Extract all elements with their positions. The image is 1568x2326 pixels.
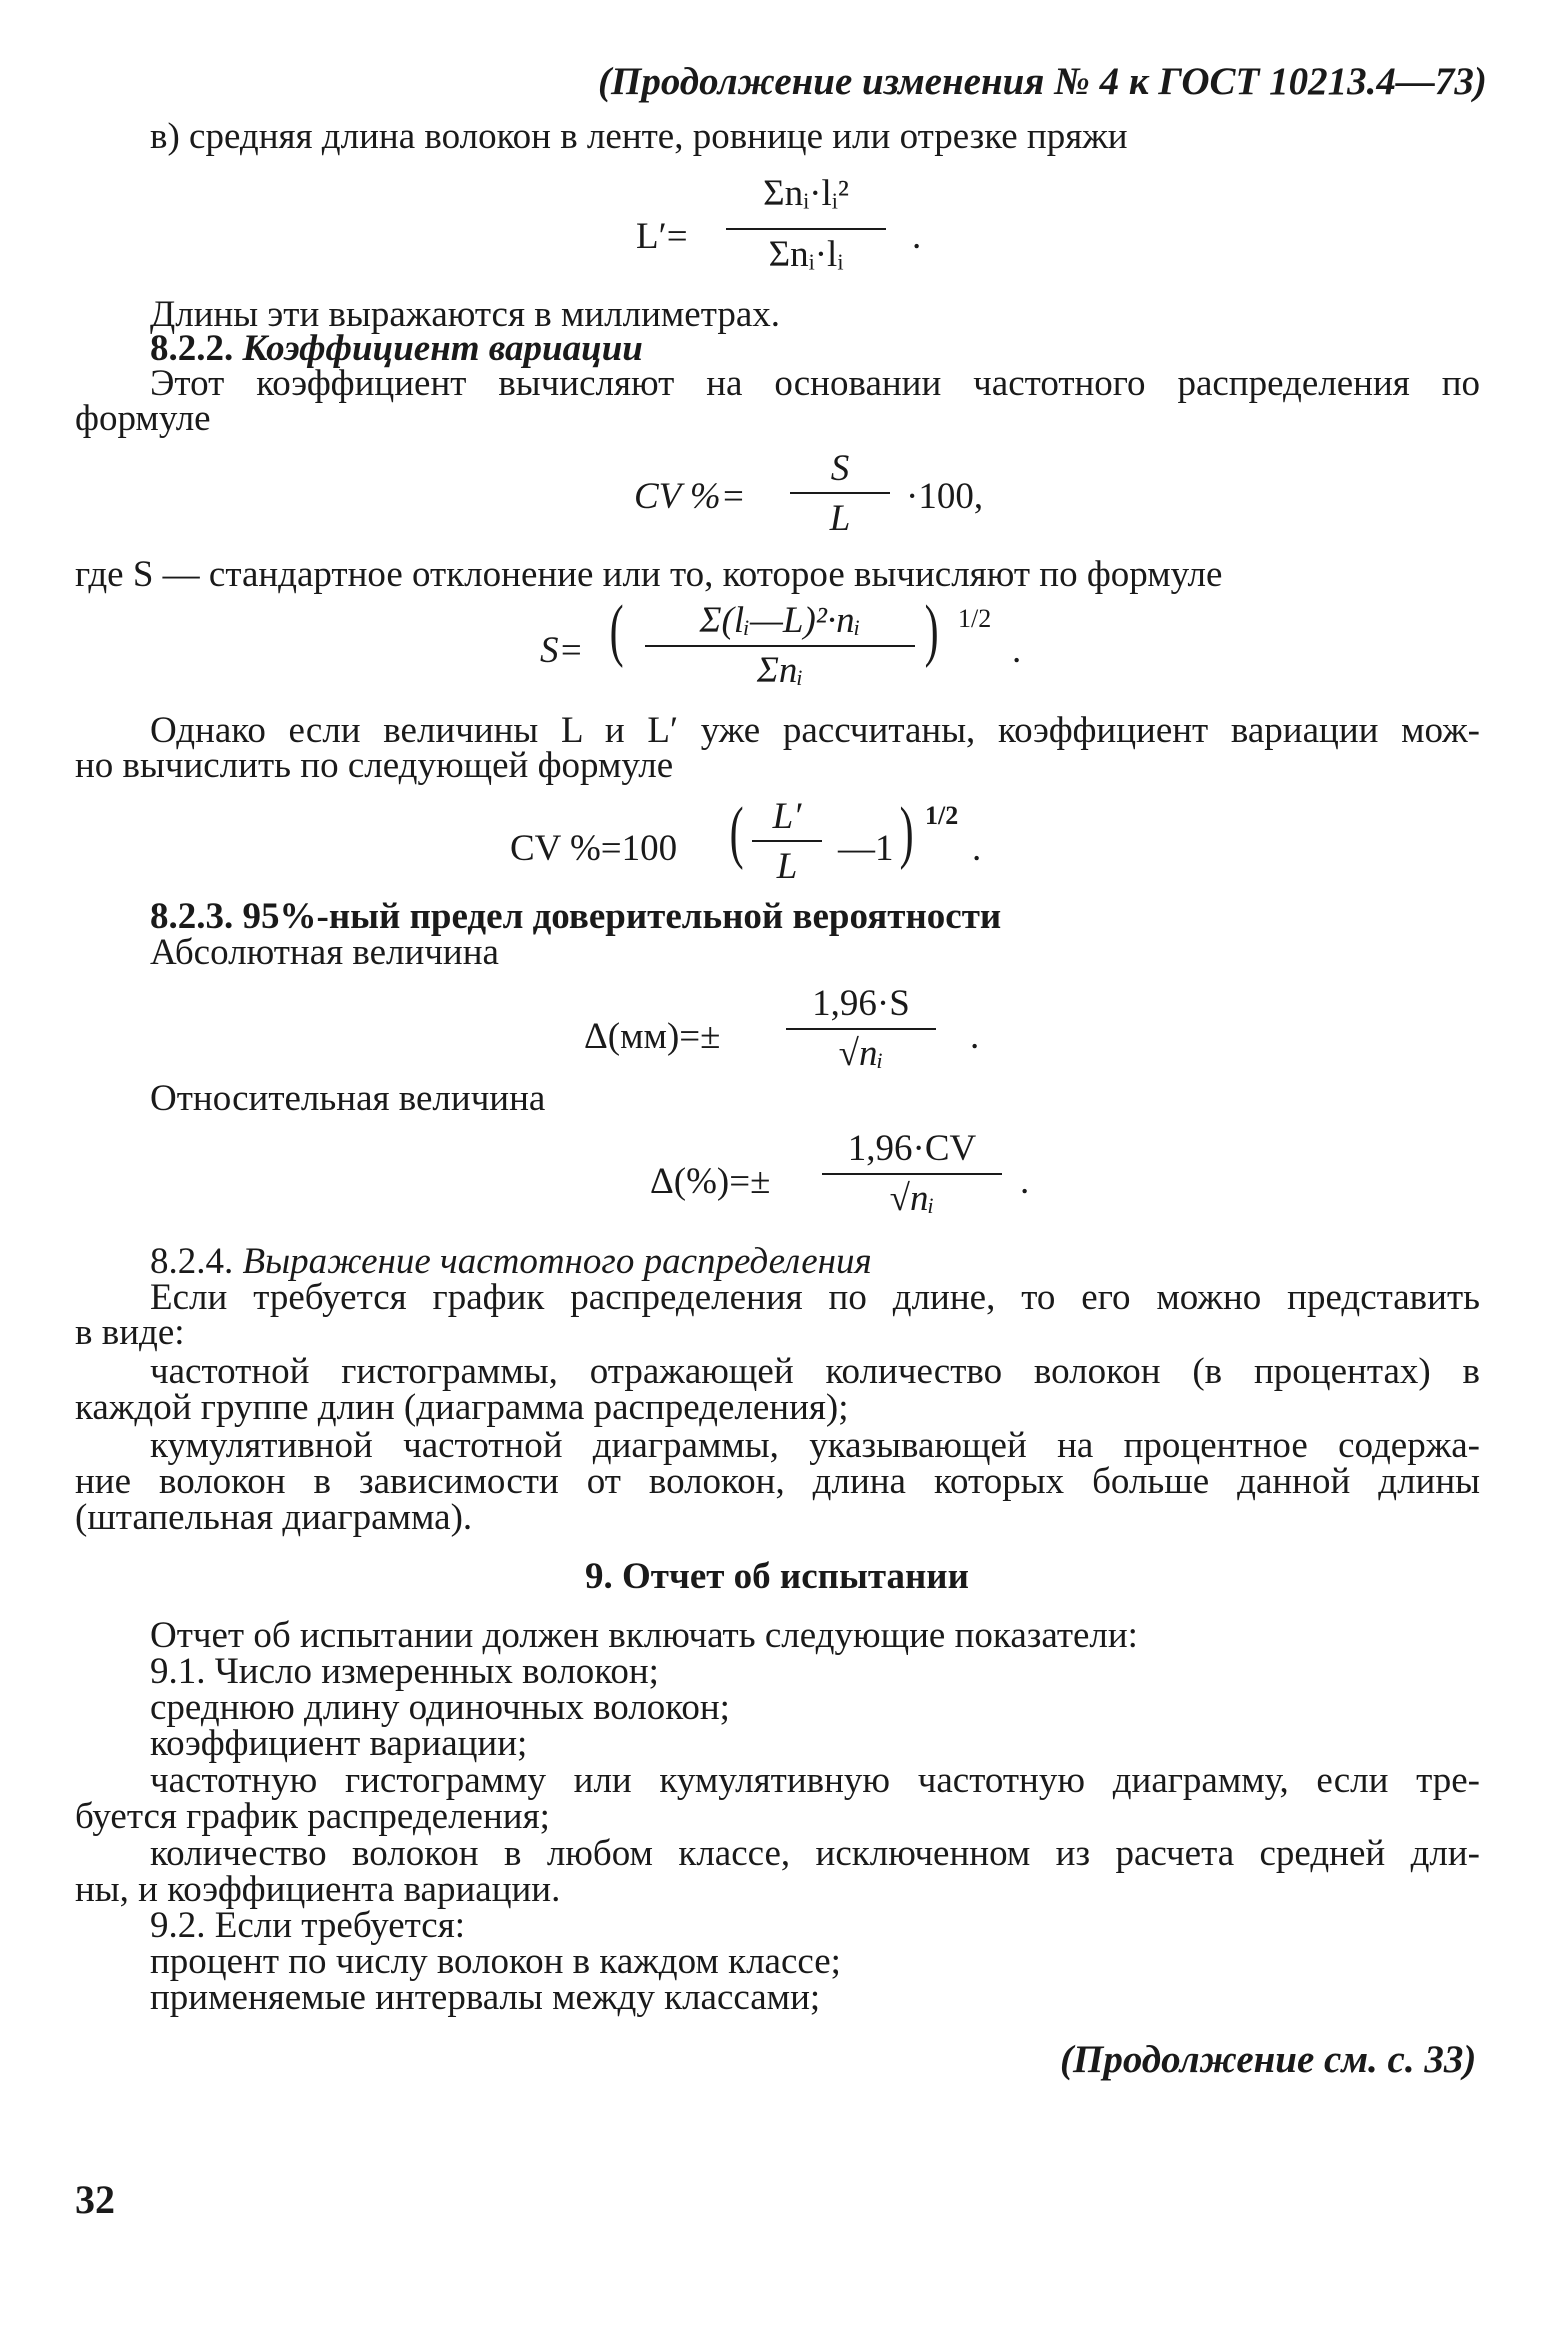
s9-line-7: количество волокон в любом классе, исключенном из расчета средней дли- — [150, 1833, 1480, 1874]
f6-numerator: 1,96·CV — [847, 1128, 977, 1169]
s824-line-1: Если требуется график распределения по длине, то его можно представить — [150, 1277, 1480, 1318]
s824-line-2: в виде: — [75, 1312, 185, 1353]
f5-denominator: √nᵢ — [838, 1033, 884, 1074]
section-8-2-3: 8.2.3. 95%-ный предел доверительной вероятности — [150, 896, 1002, 937]
s824-title: Выражение частотного распределения — [242, 1241, 872, 1282]
s824-line-6: ние волокон в зависимости от волокон, длина которых больше данной длины — [75, 1461, 1480, 1502]
s9-line-9: 9.2. Если требуется: — [150, 1905, 466, 1946]
s9-line-3: среднюю длину одиночных волокон; — [150, 1687, 730, 1728]
units-note: Длины эти выражаются в миллиметрах. — [150, 294, 781, 335]
f2-fraction-bar — [790, 492, 890, 494]
f2-lhs: CV %= — [634, 476, 746, 517]
f3-lhs: S= — [540, 630, 584, 671]
s822-text-2: формуле — [75, 398, 211, 439]
page-number: 32 — [75, 2177, 115, 2222]
s824-line-7: (штапельная диаграмма). — [75, 1497, 473, 1538]
s9-line-10: процент по числу волокон в каждом классе; — [150, 1941, 841, 1982]
f3-end: . — [1012, 630, 1022, 671]
f5-numerator: 1,96·S — [812, 983, 910, 1024]
s824-line-4: каждой группе длин (диаграмма распределения); — [75, 1387, 849, 1428]
f3-exponent: 1/2 — [958, 604, 992, 633]
s9-line-6: буется график распределения; — [75, 1796, 550, 1837]
absolute-value-label: Абсолютная величина — [150, 932, 499, 973]
f4-fraction-bar — [752, 840, 822, 842]
s824-line-5: кумулятивной частотной диаграммы, указывающей на процентное содержа- — [150, 1425, 1480, 1466]
f6-fraction-bar — [822, 1173, 1002, 1175]
f5-fraction-bar — [786, 1028, 936, 1030]
item-v-text: в) средняя длина волокон в ленте, ровнице или отрезке пряжи — [150, 116, 1128, 157]
s9-line-2: 9.1. Число измеренных волокон; — [150, 1651, 659, 1692]
f4-end: . — [972, 828, 982, 869]
s9-line-1: Отчет об испытании должен включать следующие показатели: — [150, 1615, 1138, 1656]
f4-numerator: L′ — [772, 796, 802, 837]
f6-lhs: Δ(%)=± — [650, 1161, 771, 1202]
f1-lhs: L′= — [636, 216, 688, 257]
f2-numerator: S — [830, 448, 850, 489]
s824-number: 8.2.4. — [150, 1241, 234, 1282]
s822-number: 8.2.2. — [150, 328, 234, 369]
continuation-note: (Продолжение см. с. 33) — [1060, 2038, 1477, 2081]
s9-line-5: частотную гистограмму или кумулятивную частотную диаграмму, если тре- — [150, 1760, 1480, 1801]
f1-end: . — [912, 216, 922, 257]
s822-text-1: Этот коэффициент вычисляют на основании частотного распределения по — [150, 363, 1480, 404]
however-text-1: Однако если величины L и L′ уже рассчитаны, коэффициент вариации мож- — [150, 710, 1480, 751]
where-s-text: где S — стандартное отклонение или то, которое вычисляют по формуле — [75, 554, 1223, 595]
f4-minus: —1 — [838, 828, 894, 869]
relative-value-label: Относительная величина — [150, 1078, 546, 1119]
f5-lhs: Δ(мм)=± — [584, 1016, 721, 1057]
section-8-2-4-heading — [150, 1243, 872, 1280]
s824-line-3: частотной гистограммы, отражающей количество волокон (в процентах) в — [150, 1351, 1480, 1392]
f1-fraction-bar — [726, 228, 886, 230]
f2-rhs: ·100, — [906, 476, 984, 517]
f1-numerator: Σnᵢ·lᵢ² — [763, 173, 849, 214]
f6-denominator: √nᵢ — [889, 1178, 935, 1219]
f3-numerator: Σ(lᵢ—L)²·nᵢ — [699, 600, 861, 641]
f2-denominator: L — [829, 498, 851, 539]
s9-line-4: коэффициент вариации; — [150, 1723, 528, 1764]
f4-exponent: 1/2 — [925, 801, 959, 830]
s822-title: Коэффициент вариации — [242, 328, 643, 369]
f4-lhs: CV %=100 — [510, 828, 678, 869]
f1-denominator: Σnᵢ·lᵢ — [768, 234, 844, 275]
page-header: (Продолжение изменения № 4 к ГОСТ 10213.4—73) — [598, 60, 1487, 103]
s9-line-11: применяемые интервалы между классами; — [150, 1977, 821, 2018]
section-8-2-2-heading — [150, 330, 643, 367]
f4-denominator: L — [776, 846, 798, 887]
f3-fraction-bar — [645, 645, 915, 647]
s9-line-8: ны, и коэффициента вариации. — [75, 1869, 561, 1910]
section-9-heading: 9. Отчет об испытании — [585, 1556, 969, 1597]
f5-end: . — [970, 1016, 980, 1057]
however-text-2: но вычислить по следующей формуле — [75, 745, 674, 786]
f3-denominator: Σnᵢ — [756, 650, 804, 691]
f6-end: . — [1020, 1161, 1030, 1202]
